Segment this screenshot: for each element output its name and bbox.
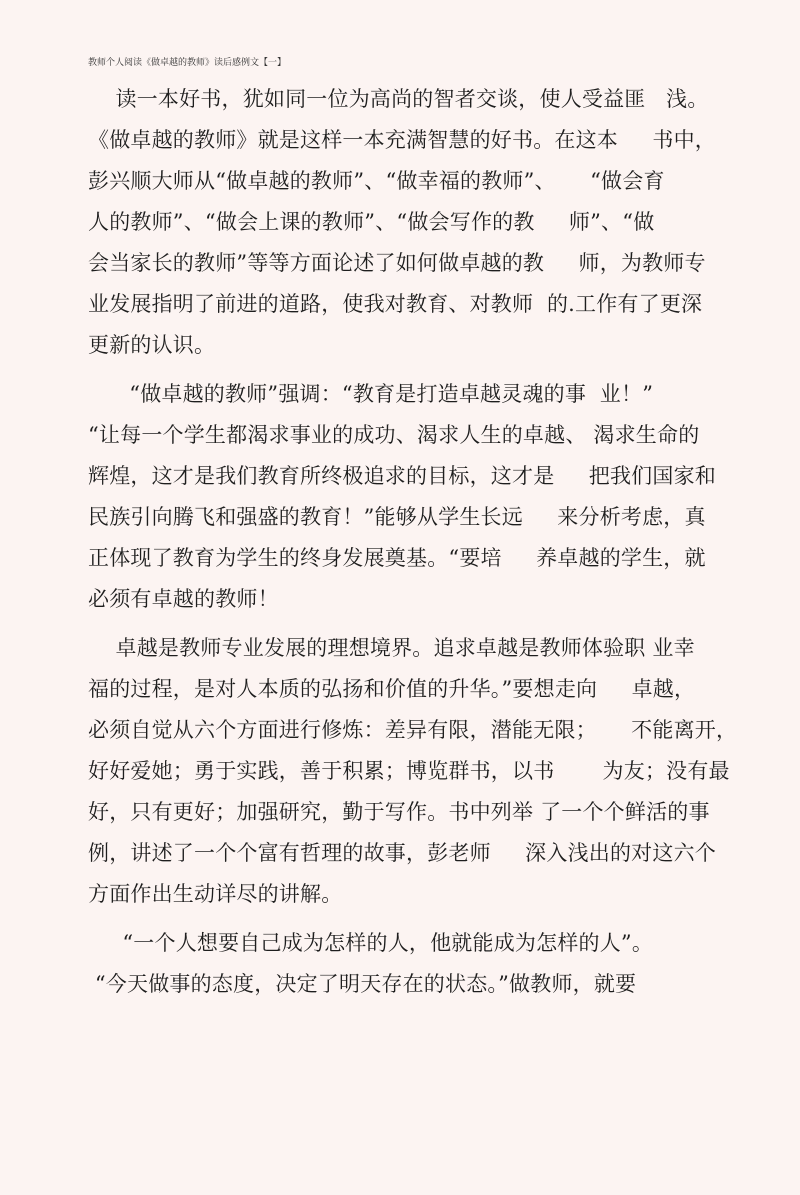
text-line: “一个人想要自己成为怎样的人，他就能成为怎样的人”。 — [88, 931, 654, 955]
text-line: 业发展指明了前进的道路，使我对教育、对教师 的.工作有了更深 — [88, 292, 703, 316]
text-line: 彭兴顺大师从“做卓越的教师”、“做幸福的教师”、 “做会育 — [88, 169, 665, 193]
text-line: 例，讲述了一个个富有哲理的故事，彭老师 深入浅出的对这六个 — [88, 841, 716, 865]
text-line: 必须自觉从六个方面进行修炼：差异有限，潜能无限； 不能离开， — [88, 718, 738, 742]
text-line: 辉煌，这才是我们教育所终极追求的目标，这才是 把我们国家和 — [88, 464, 716, 488]
text-line: 《做卓越的教师》就是这样一本充满智慧的好书。在这本 书中， — [88, 128, 716, 152]
text-line: 福的过程，是对人本质的弘扬和价值的升华。”要想走向 卓越， — [88, 677, 696, 701]
text-line: “让每一个学生都渴求事业的成功、渴求人生的卓越、 渴求生命的 — [88, 423, 700, 447]
text-line: 卓越是教师专业发展的理想境界。追求卓越是教师体验职 业幸 — [88, 636, 695, 660]
page-header-title: 教师个人阅读《做卓越的教师》读后感例文【一】 — [88, 58, 287, 68]
text-line: 正体现了教育为学生的终身发展奠基。“要培 养卓越的学生，就 — [88, 546, 706, 570]
text-line: 好好爱她；勇于实践，善于积累；博览群书，以书 为友；没有最 — [88, 759, 730, 783]
text-line: 读一本好书，犹如同一位为高尚的智者交谈，使人受益匪 浅。 — [88, 87, 709, 111]
text-line: “今天做事的态度，决定了明天存在的状态。”做教师，就要 — [88, 972, 637, 996]
text-line: “做卓越的教师”强调：“教育是打造卓越灵魂的事 业！” — [88, 382, 654, 406]
text-line: 好，只有更好；加强研究，勤于写作。书中列举 了一个个鲜活的事 — [88, 800, 710, 824]
text-line: 会当家长的教师”等等方面论述了如何做卓越的教 师，为教师专 — [88, 251, 706, 275]
text-line: 更新的认识。 — [88, 333, 216, 357]
text-line: 人的教师”、“做会上课的教师”、“做会写作的教 师”、“做 — [88, 210, 655, 234]
text-line: 民族引向腾飞和强盛的教育！”能够从学生长远 来分析考虑，真 — [88, 505, 706, 529]
text-line: 方面作出生动详尽的讲解。 — [88, 882, 343, 906]
text-line: 必须有卓越的教师！ — [88, 587, 279, 611]
